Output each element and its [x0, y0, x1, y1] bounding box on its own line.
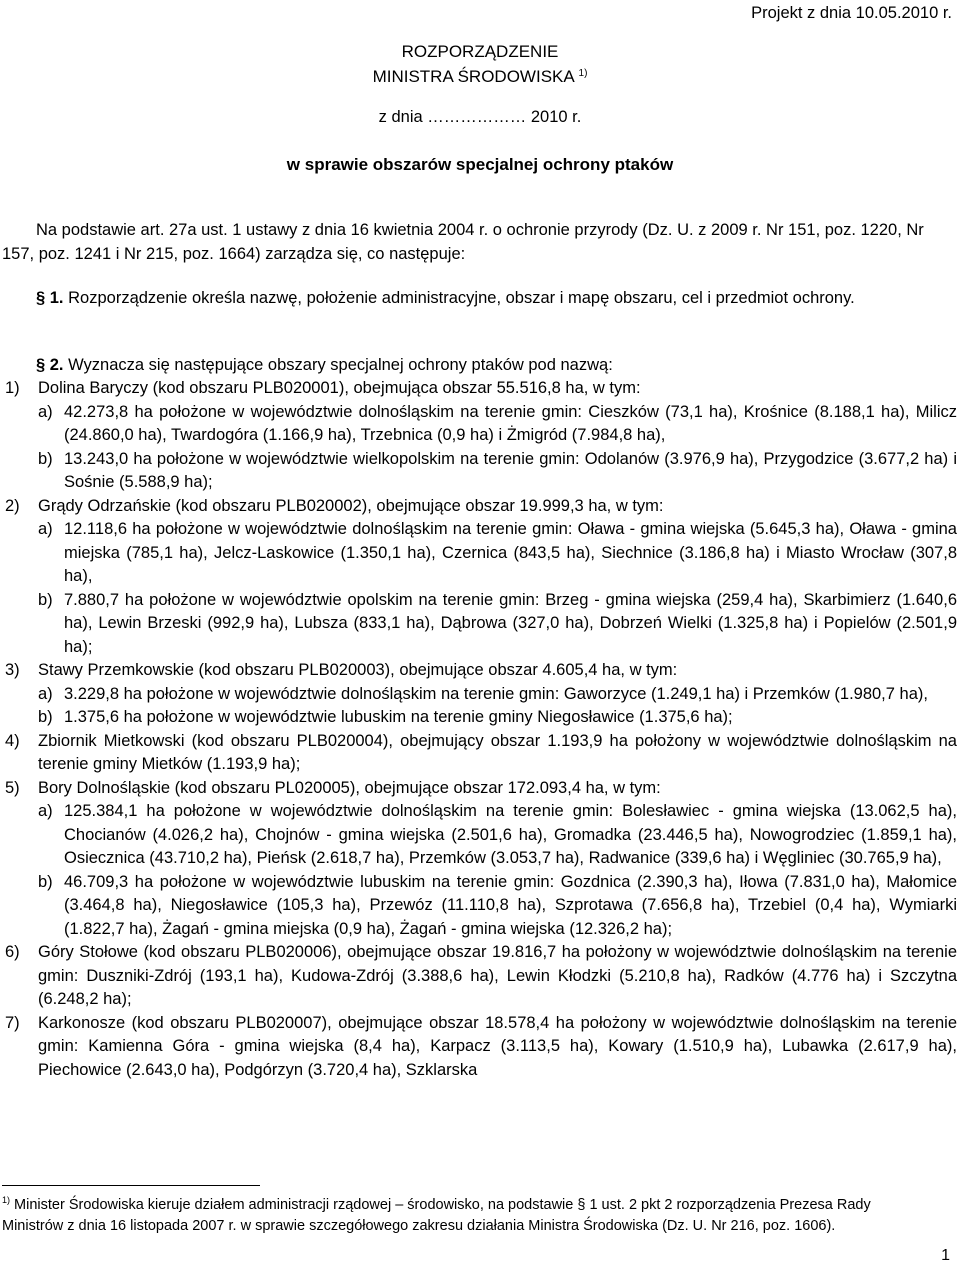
section-number: § 1.: [36, 289, 64, 307]
list-item: [2, 377, 957, 401]
sub-item-text: 7.880,7 ha położone w województwie opolskim na terenie gmin: Brzeg - gmina wiejska (259,4 ha), Skarbimierz (1.640,6 ha), Lewin Brzeski (992,9 ha), Lubsza (833,1 ha), Dąbrowa (327,0 ha), Dobrzeń Wielki (1.325,8 ha) i Popielów (2.501,9 ha);: [64, 590, 957, 656]
sub-item-text: 13.243,0 ha położone w województwie wielkopolskim na terenie gmin: Odolanów (3.976,9 ha), Przygodzice (3.677,2 ha) i Sośnie (5.588,9 ha);: [64, 449, 957, 491]
sub-item-text: 125.384,1 ha położone w województwie dolnośląskim na terenie gmin: Bolesławiec - gmina wiejska (13.062,5 ha), Chocianów (4.026,2 ha), Chojnów - gmina wiejska (2.501,6 ha), Gromadka (23.446,5 ha), Nowogrodziec (1.859,1 ha), Osiecznica (43.710,2 ha), Pieńsk (2.618,7 ha), Przemków (3.053,7 ha), Radwanice (339,6 ha) i Węgliniec (30.765,9 ha),: [64, 802, 957, 867]
item-text: Stawy Przemkowskie (kod obszaru PLB020003), obejmujące obszar 4.605,4 ha, w tym:: [38, 661, 678, 679]
sub-item-letter: b): [38, 708, 53, 726]
sub-item: [2, 589, 957, 660]
sub-item-text: 1.375,6 ha położone w województwie lubuskim na terenie gminy Niegosławice (1.375,6 ha);: [64, 708, 733, 726]
footnote-ref: 1): [2, 1195, 11, 1205]
item-number: 3): [5, 661, 20, 679]
sub-item: [2, 401, 957, 448]
item-number: 2): [5, 496, 20, 515]
footnote-text: Minister Środowiska kieruje działem administracji rządowej – środowisko, na podstawie § 1 ust. 2 pkt 2 rozporządzenia Prezesa Rady Ministrów z dnia 16 listopada 2007 r. w sprawie szczegółowego zakresu działania Ministra Środowiska (Dz. U. Nr 216, poz. 1606).: [2, 1197, 871, 1234]
list-item: [2, 659, 957, 683]
section-2: [2, 354, 957, 378]
sub-item-letter: b): [38, 449, 53, 468]
title-line-2: MINISTRA ŚRODOWISKA $^{1)}$: [372, 67, 588, 86]
draft-date: Projekt z dnia 10.05.2010 r.: [751, 4, 952, 22]
sub-item-letter: a): [38, 520, 53, 538]
sub-item-letter: b): [38, 872, 53, 891]
sub-item-letter: a): [38, 802, 53, 820]
sub-item: [2, 871, 957, 942]
item-number: 7): [5, 1013, 20, 1032]
list-item: [2, 730, 957, 777]
footnote-ref: 1): [578, 68, 588, 79]
item-number: 5): [5, 778, 20, 797]
page-number: 1: [941, 1247, 950, 1264]
sub-item-letter: a): [38, 684, 53, 703]
date-line: z dnia ……………… 2010 r.: [378, 108, 582, 126]
preamble: Na podstawie art. 27a ust. 1 ustawy z dnia 16 kwietnia 2004 r. o ochronie przyrody (Dz. U. z 2009 r. Nr 151, poz. 1220, Nr 157, poz. 1241 i Nr 215, poz. 1664) zarządza się, co następuje:: [2, 221, 924, 263]
subject-line: w sprawie obszarów specjalnej ochrony ptaków: [286, 155, 674, 174]
item-number: 1): [5, 379, 20, 397]
item-text: Góry Stołowe (kod obszaru PLB020006), obejmujące obszar 19.816,7 ha położony w województwie dolnośląskim na terenie gmin: Duszniki-Zdrój (193,1 ha), Kudowa-Zdrój (3.388,6 ha), Lewin Kłodzki (5.210,8 ha), Radków (4.776 ha) i Szczytna (6.248,2 ha);: [38, 943, 957, 1008]
title-line-1: ROZPORZĄDZENIE: [401, 42, 559, 61]
document-title: [0, 41, 960, 88]
sub-item: [2, 683, 957, 707]
section-number: § 2.: [36, 356, 64, 374]
section-text: Rozporządzenie określa nazwę, położenie administracyjne, obszar i mapę obszaru, cel i przedmiot ochrony.: [68, 289, 855, 307]
sub-item-letter: b): [38, 590, 53, 609]
sub-item-text: 12.118,6 ha położone w województwie dolnośląskim na terenie gmin: Oława - gmina wiejska (5.645,3 ha), Oława - gmina miejska (785,1 ha), Jelcz-Laskowice (1.350,1 ha), Czernica (843,5 ha), Siechnice (3.186,8 ha) i Miasto Wrocław (307,8 ha),: [64, 520, 957, 585]
item-text: Karkonosze (kod obszaru PLB020007), obejmujące obszar 18.578,4 ha położony w województwie dolnośląskim na terenie gmin: Kamienna Góra - gmina wiejska (8,4 ha), Karpacz (3.113,5 ha), Kowary (1.510,9 ha), Lubawka (2.617,9 ha), Piechowice (2.643,0 ha), Podgórzyn (3.720,4 ha), Szklarska: [38, 1013, 957, 1079]
section-text: Wyznacza się następujące obszary specjalnej ochrony ptaków pod nazwą:: [68, 356, 613, 374]
sub-item-text: 3.229,8 ha położone w województwie dolnośląskim na terenie gmin: Gaworzyce (1.249,1 ha) i Przemków (1.980,7 ha),: [64, 684, 928, 703]
section-1: [2, 287, 957, 311]
footnote: [2, 1190, 902, 1237]
list-item: [2, 941, 957, 1012]
item-number: 6): [5, 943, 20, 961]
item-number: 4): [5, 731, 20, 750]
item-text: Zbiornik Mietkowski (kod obszaru PLB020004), obejmujący obszar 1.193,9 ha położony w województwie dolnośląskim na terenie gminy Mietków (1.193,9 ha);: [38, 731, 957, 773]
sub-item: [2, 518, 957, 589]
footnote-divider: [2, 1185, 260, 1186]
sub-item-text: 46.709,3 ha położone w województwie lubuskim na terenie gmin: Gozdnica (2.390,3 ha), Iłowa (7.831,0 ha), Małomice (3.464,8 ha), Niegosławice (105,3 ha), Przewóz (11.110,8 ha), Szprotawa (7.656,8 ha), Trzebiel (0,4 ha), Wymiarki (1.822,7 ha), Żagań - gmina miejska (0,9 ha), Żagań - gmina wiejska (12.326,2 ha);: [64, 872, 957, 938]
list-item: [2, 777, 957, 801]
sub-item-letter: a): [38, 402, 53, 421]
sub-item: [2, 448, 957, 495]
areas-list: [2, 377, 957, 1082]
item-text: Dolina Baryczy (kod obszaru PLB020001), obejmująca obszar 55.516,8 ha, w tym:: [38, 379, 641, 397]
list-item: [2, 1012, 957, 1083]
item-text: Bory Dolnośląskie (kod obszaru PL020005), obejmujące obszar 172.093,4 ha, w tym:: [38, 778, 661, 797]
list-item: [2, 495, 957, 519]
sub-item: [2, 800, 957, 871]
sub-item-text: 42.273,8 ha położone w województwie dolnośląskim na terenie gmin: Cieszków (73,1 ha), Krośnice (8.188,1 ha), Milicz (24.860,0 ha), Twardogóra (1.166,9 ha), Trzebnica (0,9 ha) i Żmigród (7.984,8 ha),: [64, 402, 957, 444]
sub-item: [2, 706, 957, 730]
item-text: Grądy Odrzańskie (kod obszaru PLB020002), obejmujące obszar 19.999,3 ha, w tym:: [38, 496, 664, 515]
